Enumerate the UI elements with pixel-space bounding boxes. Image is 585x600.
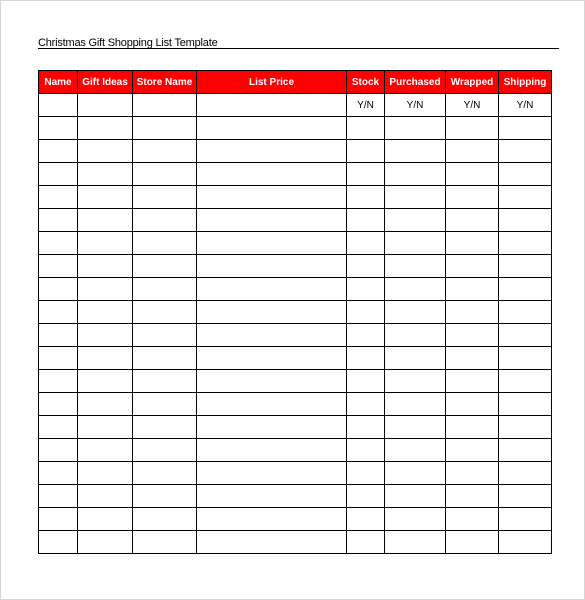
table-cell[interactable] — [133, 278, 197, 301]
table-cell[interactable] — [347, 140, 385, 163]
table-row — [39, 462, 552, 485]
table-cell[interactable] — [499, 370, 552, 393]
table-row — [39, 485, 552, 508]
table-cell[interactable] — [499, 278, 552, 301]
table-cell[interactable] — [347, 209, 385, 232]
table-cell[interactable] — [39, 163, 78, 186]
table-cell[interactable] — [385, 255, 446, 278]
purchased-yn-cell[interactable]: Y/N — [385, 94, 446, 117]
table-cell[interactable] — [78, 278, 133, 301]
table-cell[interactable] — [499, 232, 552, 255]
table-cell[interactable] — [197, 232, 347, 255]
table-cell[interactable] — [78, 186, 133, 209]
table-cell[interactable] — [446, 232, 499, 255]
table-cell[interactable] — [446, 255, 499, 278]
table-cell[interactable] — [78, 462, 133, 485]
table-row — [39, 117, 552, 140]
table-cell[interactable] — [133, 531, 197, 554]
table-cell[interactable] — [39, 370, 78, 393]
table-cell[interactable] — [197, 439, 347, 462]
table-cell[interactable] — [385, 370, 446, 393]
table-cell[interactable] — [133, 347, 197, 370]
shopping-list-table — [38, 70, 552, 554]
table-cell[interactable] — [499, 393, 552, 416]
table-cell[interactable] — [133, 94, 197, 117]
table-cell[interactable] — [347, 485, 385, 508]
table-row — [39, 347, 552, 370]
table-cell[interactable] — [78, 508, 133, 531]
table-cell[interactable] — [446, 117, 499, 140]
table-cell[interactable] — [133, 186, 197, 209]
table-cell[interactable] — [39, 255, 78, 278]
header-row — [39, 71, 552, 94]
table-cell[interactable] — [385, 439, 446, 462]
table-cell[interactable] — [385, 347, 446, 370]
table-cell[interactable] — [499, 324, 552, 347]
table-row — [39, 393, 552, 416]
table-cell[interactable] — [347, 301, 385, 324]
table-cell[interactable] — [446, 485, 499, 508]
table-cell[interactable] — [446, 163, 499, 186]
table-cell[interactable] — [347, 508, 385, 531]
table-row — [39, 370, 552, 393]
table-cell[interactable] — [347, 370, 385, 393]
table-cell[interactable] — [197, 324, 347, 347]
table-cell[interactable] — [133, 209, 197, 232]
table-cell[interactable] — [39, 278, 78, 301]
wrapped-yn-cell[interactable]: Y/N — [446, 94, 499, 117]
table-cell[interactable] — [385, 232, 446, 255]
table-cell[interactable] — [499, 209, 552, 232]
table-row — [39, 531, 552, 554]
table-cell[interactable] — [39, 531, 78, 554]
table-cell[interactable] — [133, 508, 197, 531]
table-cell[interactable] — [197, 140, 347, 163]
table-cell[interactable] — [347, 163, 385, 186]
table-cell[interactable] — [385, 209, 446, 232]
table-cell[interactable] — [78, 439, 133, 462]
table-row — [39, 209, 552, 232]
table-cell[interactable] — [446, 462, 499, 485]
table-cell[interactable] — [78, 301, 133, 324]
table-cell[interactable] — [499, 140, 552, 163]
table-cell[interactable] — [499, 347, 552, 370]
table-cell[interactable] — [39, 232, 78, 255]
table-cell[interactable] — [347, 278, 385, 301]
column-header-name: Name — [39, 71, 78, 94]
table-cell[interactable] — [499, 531, 552, 554]
table-row — [39, 163, 552, 186]
column-header-stock: Stock — [347, 71, 385, 94]
table-cell[interactable] — [133, 117, 197, 140]
table-row — [39, 508, 552, 531]
table-cell[interactable] — [78, 485, 133, 508]
table-cell[interactable] — [197, 94, 347, 117]
table-cell[interactable] — [347, 462, 385, 485]
table-cell[interactable] — [78, 94, 133, 117]
table-cell[interactable] — [385, 324, 446, 347]
table-body — [39, 94, 552, 554]
column-header-purchased: Purchased — [385, 71, 446, 94]
table-cell[interactable] — [133, 140, 197, 163]
table-cell[interactable] — [385, 531, 446, 554]
table-cell[interactable] — [385, 393, 446, 416]
table-cell[interactable] — [197, 393, 347, 416]
table-cell[interactable] — [347, 324, 385, 347]
table-cell[interactable] — [499, 301, 552, 324]
table-cell[interactable] — [133, 439, 197, 462]
table-cell[interactable] — [78, 163, 133, 186]
table-row — [39, 439, 552, 462]
table-cell[interactable] — [499, 508, 552, 531]
table-cell[interactable] — [446, 416, 499, 439]
table-row — [39, 255, 552, 278]
table-cell[interactable] — [385, 186, 446, 209]
table-cell[interactable] — [347, 439, 385, 462]
table-cell[interactable] — [39, 416, 78, 439]
table-cell[interactable] — [39, 209, 78, 232]
table-cell[interactable] — [385, 301, 446, 324]
table-cell[interactable] — [78, 324, 133, 347]
table-cell[interactable] — [197, 255, 347, 278]
table-cell[interactable] — [78, 370, 133, 393]
table-cell[interactable] — [133, 462, 197, 485]
table-cell[interactable] — [133, 232, 197, 255]
table-cell[interactable] — [133, 416, 197, 439]
table-cell[interactable] — [39, 508, 78, 531]
table-cell[interactable] — [39, 393, 78, 416]
table-cell[interactable] — [197, 301, 347, 324]
table-cell[interactable] — [347, 416, 385, 439]
table-cell[interactable] — [446, 186, 499, 209]
table-cell[interactable] — [197, 117, 347, 140]
table-cell[interactable] — [197, 508, 347, 531]
column-header-wrapped: Wrapped — [446, 71, 499, 94]
table-cell[interactable] — [385, 140, 446, 163]
table-cell[interactable] — [39, 485, 78, 508]
table-cell[interactable] — [499, 462, 552, 485]
table-cell[interactable] — [385, 416, 446, 439]
table-cell[interactable] — [39, 140, 78, 163]
table-row — [39, 416, 552, 439]
table-cell[interactable] — [197, 370, 347, 393]
table-cell[interactable] — [133, 324, 197, 347]
column-header-gift-ideas: Gift Ideas — [78, 71, 133, 94]
table-cell[interactable] — [347, 255, 385, 278]
table-cell[interactable] — [385, 163, 446, 186]
table-cell[interactable] — [78, 531, 133, 554]
table-cell[interactable] — [446, 278, 499, 301]
table-row — [39, 140, 552, 163]
table-cell[interactable] — [133, 393, 197, 416]
table-cell[interactable] — [133, 370, 197, 393]
table-cell[interactable] — [446, 439, 499, 462]
table-cell[interactable] — [446, 393, 499, 416]
table-cell[interactable] — [499, 485, 552, 508]
table-cell[interactable] — [197, 209, 347, 232]
table-cell[interactable] — [197, 416, 347, 439]
table-cell[interactable] — [499, 416, 552, 439]
table-cell[interactable] — [78, 117, 133, 140]
table-cell[interactable] — [39, 117, 78, 140]
table-cell[interactable] — [347, 393, 385, 416]
table-cell[interactable] — [499, 439, 552, 462]
table-cell[interactable] — [446, 324, 499, 347]
column-header-store-name: Store Name — [133, 71, 197, 94]
table-cell[interactable] — [39, 462, 78, 485]
table-cell[interactable] — [385, 485, 446, 508]
table-cell[interactable] — [446, 140, 499, 163]
table-cell[interactable] — [446, 347, 499, 370]
table-cell[interactable] — [499, 163, 552, 186]
table-cell[interactable] — [197, 347, 347, 370]
table-cell[interactable] — [446, 531, 499, 554]
column-header-list-price: List Price — [197, 71, 347, 94]
table-cell[interactable] — [78, 140, 133, 163]
table-cell[interactable] — [78, 416, 133, 439]
table-row — [39, 301, 552, 324]
stock-yn-cell[interactable]: Y/N — [347, 94, 385, 117]
table-cell[interactable] — [347, 232, 385, 255]
table-cell[interactable] — [39, 186, 78, 209]
table-cell[interactable] — [385, 278, 446, 301]
title-underline — [38, 48, 559, 49]
table-cell[interactable] — [39, 347, 78, 370]
table-cell[interactable] — [446, 370, 499, 393]
table-cell[interactable] — [499, 117, 552, 140]
table-cell[interactable] — [133, 301, 197, 324]
shipping-yn-cell[interactable]: Y/N — [499, 94, 552, 117]
table-cell[interactable] — [39, 439, 78, 462]
table-cell[interactable] — [347, 186, 385, 209]
table-cell[interactable] — [347, 117, 385, 140]
table-cell[interactable] — [446, 209, 499, 232]
table-cell[interactable] — [385, 462, 446, 485]
table-cell[interactable] — [385, 508, 446, 531]
table-cell[interactable] — [133, 485, 197, 508]
table-cell[interactable] — [39, 324, 78, 347]
table-row — [39, 186, 552, 209]
table-cell[interactable] — [133, 255, 197, 278]
table-cell[interactable] — [78, 209, 133, 232]
table-cell[interactable] — [197, 186, 347, 209]
table-cell[interactable] — [78, 255, 133, 278]
table-cell[interactable] — [347, 531, 385, 554]
table-cell[interactable] — [197, 485, 347, 508]
table-cell[interactable] — [39, 301, 78, 324]
column-header-shipping: Shipping — [499, 71, 552, 94]
table-row — [39, 94, 552, 117]
table-cell[interactable] — [499, 255, 552, 278]
table-cell[interactable] — [446, 508, 499, 531]
table-cell[interactable] — [78, 232, 133, 255]
table-cell[interactable] — [78, 347, 133, 370]
table-row — [39, 278, 552, 301]
document-title: Christmas Gift Shopping List Template — [38, 37, 218, 49]
table-cell[interactable] — [39, 94, 78, 117]
table-cell[interactable] — [347, 347, 385, 370]
table-cell[interactable] — [446, 301, 499, 324]
table-cell[interactable] — [499, 186, 552, 209]
table-row — [39, 232, 552, 255]
table-cell[interactable] — [197, 531, 347, 554]
table-cell[interactable] — [197, 163, 347, 186]
table-row — [39, 324, 552, 347]
table-cell[interactable] — [133, 163, 197, 186]
table-cell[interactable] — [197, 462, 347, 485]
table-cell[interactable] — [385, 117, 446, 140]
table-cell[interactable] — [197, 278, 347, 301]
table-cell[interactable] — [78, 393, 133, 416]
